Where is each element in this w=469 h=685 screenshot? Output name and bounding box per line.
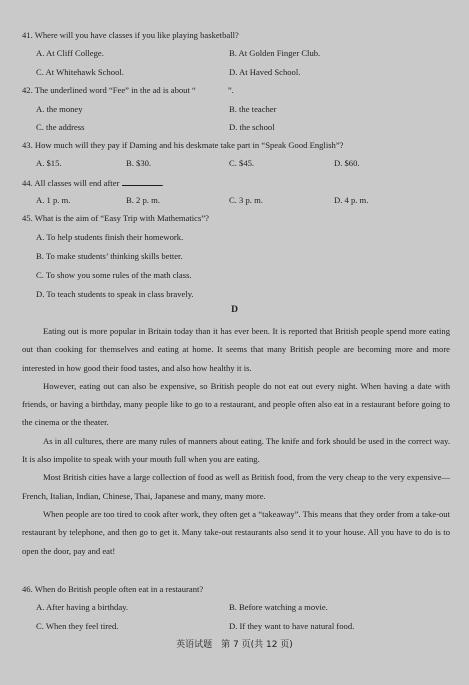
question-45-option-c: C. To show you some rules of the math class. [36,270,192,280]
question-41-option-a: A. At Cliff College. [36,48,104,58]
question-45-option-a: A. To help students finish their homework. [36,232,184,242]
question-46-option-a: A. After having a birthday. [36,602,129,612]
passage-paragraph-1: Eating out is more popular in Britain today than it has ever been. It is reported that British people spend more eating out than cooking for themselves and eating at home. It seems that many British people are becoming more and more interested in how good their food tastes, and also how healthy it is. [22,326,450,373]
question-43-option-b: B. $30. [126,158,152,168]
passage-paragraph-3: As in all cultures, there are many rules of manners about eating. The knife and fork should be used in the correct way. It is also impolite to speak with your mouth full when you are eating. [22,435,450,465]
question-44-stem [22,177,451,189]
question-43-option-d: D. $60. [334,158,360,168]
question-46-option-c: C. When they feel tired. [36,621,119,631]
question-45-stem: 45. What is the aim of “Easy Trip with Mathematics”? [22,213,209,223]
question-46-stem: 46. When do British people often eat in a restaurant? [22,584,204,594]
question-44-option-b: B. 2 p. m. [126,195,160,205]
question-44-option-c: C. 3 p. m. [229,195,263,205]
question-43-stem: 43. How much will they pay if Daming and his deskmate take part in “Speak Good English”? [22,140,344,150]
question-42-stem-end: ”. [227,85,234,95]
passage-paragraph-4: Most British cities have a large collection of food as well as British food, from the very cheap to the very expensive—French, Italian, Indian, Chinese, Thai, Japanese and many, many more. [22,472,450,501]
reading-passage [22,322,450,560]
question-46-option-d: D. If they want to have natural food. [229,621,355,631]
question-41-option-d: D. At Haved School. [229,67,301,77]
question-42-option-d: D. the school [229,122,275,132]
question-43-option-a: A. $15. [36,158,62,168]
question-41-stem: 41. Where will you have classes if you like playing basketball? [22,30,239,40]
question-45-option-b: B. To make students’ thinking skills better. [36,251,183,261]
question-43-option-c: C. $45. [229,158,255,168]
passage-paragraph-5: When people are too tired to cook after work, they often get a “takeaway”. This means that they order from a take-out restaurant by telephone, and then go to get it. Many take-out restaurants also send it to your house. All you have to do is to open the door, pay and eat! [22,508,450,556]
page-footer: 英语试题 第 7 页(共 12 页) [176,640,293,650]
question-42-option-c: C. the address [36,122,85,132]
question-44-stem-start: 44. All classes will end after [22,178,120,188]
question-42-stem-start: 42. The underlined word “Fee” in the ad is about “ [22,85,196,95]
question-46-option-b: B. Before watching a movie. [229,602,328,612]
question-44-option-a: A. 1 p. m. [36,195,71,205]
question-44-blank [122,177,162,186]
passage-paragraph-2: However, eating out can also be expensive, so British people do not eat out every night. When having a date with friends, or having a birthday, many people like to go to a restaurant, and people often also eat in a restaurant before going to the cinema or the theater. [22,380,450,428]
question-44-stem-end: . [161,178,164,188]
question-44-option-d: D. 4 p. m. [334,195,369,205]
section-heading: D [231,305,238,315]
question-42-option-a: A. the money [36,104,83,114]
question-45-option-d: D. To teach students to speak in class bravely. [36,289,194,299]
question-41-option-b: B. At Golden Finger Club. [229,48,321,58]
question-42-stem [22,85,451,96]
question-42-option-b: B. the teacher [229,104,277,114]
question-41-option-c: C. At Whitehawk School. [36,67,124,77]
